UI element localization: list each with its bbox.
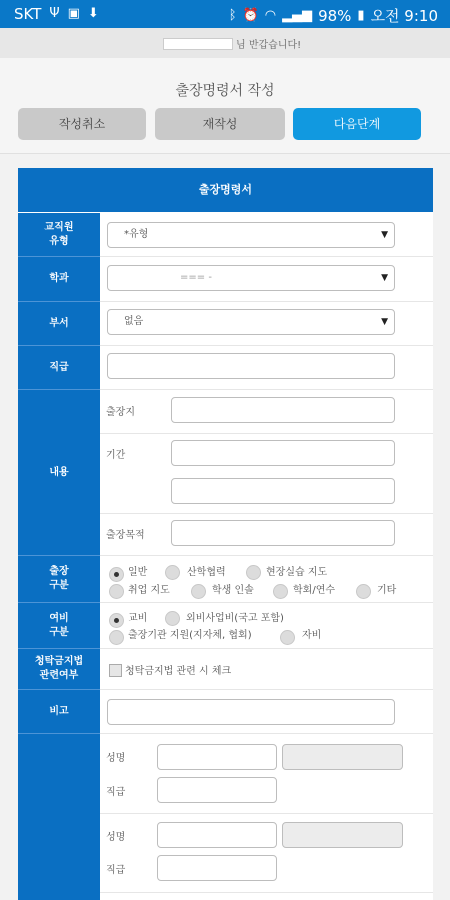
greeting-bar <box>0 28 450 58</box>
notification-icon: ▣ <box>67 6 80 21</box>
trip-type-radio-fieldwork[interactable] <box>246 565 261 580</box>
trip-type-option-label: 학생 인솔 <box>212 585 254 596</box>
content-label: 내용 <box>18 390 100 555</box>
companion-position-label: 직급 <box>106 787 126 798</box>
staff-type-select[interactable]: *유형 ▼ <box>107 222 395 248</box>
greeting-suffix: 님 반갑습니다! <box>236 40 302 51</box>
signal-icon: ▂▄▆ <box>282 7 313 23</box>
expense-type-radio-self[interactable] <box>280 630 295 645</box>
trip-type-radio-employment[interactable] <box>109 584 124 599</box>
download-icon: ⬇ <box>87 6 99 21</box>
department-label: 학과 <box>18 257 100 301</box>
masked-username <box>163 38 233 50</box>
trip-type-option-label: 현장실습 지도 <box>266 567 328 578</box>
expense-type-option-label: 교비 <box>128 613 148 624</box>
rewrite-button[interactable]: 재작성 <box>155 108 285 140</box>
trip-type-option-label: 산학협력 <box>187 567 226 578</box>
trip-type-radio-conference[interactable] <box>273 584 288 599</box>
staff-type-label: 교직원 유형 <box>18 213 100 256</box>
remarks-label: 비고 <box>18 690 100 733</box>
division-select[interactable]: 없음 ▼ <box>107 309 395 335</box>
trip-type-radio-other[interactable] <box>356 584 371 599</box>
trip-type-radio-industry[interactable] <box>165 565 180 580</box>
clock: 오전 9:10 <box>370 7 438 25</box>
expense-type-option-label: 자비 <box>302 630 322 641</box>
expense-type-option-label: 출장기관 지원(지자체, 협회) <box>128 630 252 641</box>
anti-graft-label: 청탁금지법 관련여부 <box>18 649 100 689</box>
purpose-label: 출장목적 <box>106 530 145 541</box>
chevron-down-icon: ▼ <box>381 273 388 283</box>
battery-percent: 98% <box>318 6 352 25</box>
chevron-down-icon: ▼ <box>381 317 388 327</box>
companion-position-input[interactable] <box>157 777 277 803</box>
trip-type-option-label: 일반 <box>128 567 148 578</box>
period-end-input[interactable] <box>171 478 395 504</box>
trip-type-option-label: 취업 지도 <box>128 585 170 596</box>
division-label: 부서 <box>18 302 100 345</box>
companion-position-input[interactable] <box>157 855 277 881</box>
remarks-input[interactable] <box>107 699 395 725</box>
period-label: 기간 <box>106 450 126 461</box>
companion-name-label: 성명 <box>106 832 126 843</box>
bluetooth-icon: ᛒ <box>228 7 237 23</box>
expense-type-option-label: 외비사업비(국고 포함) <box>186 613 284 624</box>
anti-graft-check-label: 청탁금지법 관련 시 체크 <box>125 666 232 677</box>
status-bar <box>0 0 450 28</box>
trip-order-form <box>18 168 433 900</box>
battery-icon: ▮ <box>357 7 365 23</box>
position-label: 직급 <box>18 346 100 389</box>
companions-label <box>18 734 100 900</box>
expense-type-radio-agency[interactable] <box>109 630 124 645</box>
purpose-input[interactable] <box>171 520 395 546</box>
cancel-button[interactable]: 작성취소 <box>18 108 146 140</box>
anti-graft-checkbox[interactable] <box>109 664 122 677</box>
next-step-button[interactable]: 다음단계 <box>293 108 421 140</box>
expense-type-radio-school[interactable] <box>109 613 124 628</box>
trip-type-option-label: 기타 <box>377 585 397 596</box>
chevron-down-icon: ▼ <box>381 230 388 240</box>
usb-icon: Ψ <box>49 6 60 21</box>
page-title: 출장명령서 작성 <box>175 83 275 99</box>
companion-id-field <box>282 822 403 848</box>
trip-type-radio-general[interactable] <box>109 567 124 582</box>
expense-type-label: 여비 구분 <box>18 603 100 648</box>
companion-position-label: 직급 <box>106 865 126 876</box>
companion-name-label: 성명 <box>106 753 126 764</box>
companion-name-input[interactable] <box>157 744 277 770</box>
period-start-input[interactable] <box>171 440 395 466</box>
companion-id-field <box>282 744 403 770</box>
trip-type-radio-student[interactable] <box>191 584 206 599</box>
trip-type-option-label: 학회/연수 <box>293 585 336 596</box>
expense-type-radio-external[interactable] <box>165 611 180 626</box>
companion-name-input[interactable] <box>157 822 277 848</box>
alarm-icon: ⏰ <box>242 7 259 23</box>
carrier-label: SKT <box>14 5 42 23</box>
position-input[interactable] <box>107 353 395 379</box>
place-input[interactable] <box>171 397 395 423</box>
wifi-icon: ◠ <box>264 7 277 23</box>
department-select[interactable]: === - ▼ <box>107 265 395 291</box>
page-header <box>0 58 450 154</box>
trip-type-label: 출장 구분 <box>18 556 100 602</box>
form-title: 출장명령서 <box>18 168 433 212</box>
place-label: 출장지 <box>106 407 135 418</box>
